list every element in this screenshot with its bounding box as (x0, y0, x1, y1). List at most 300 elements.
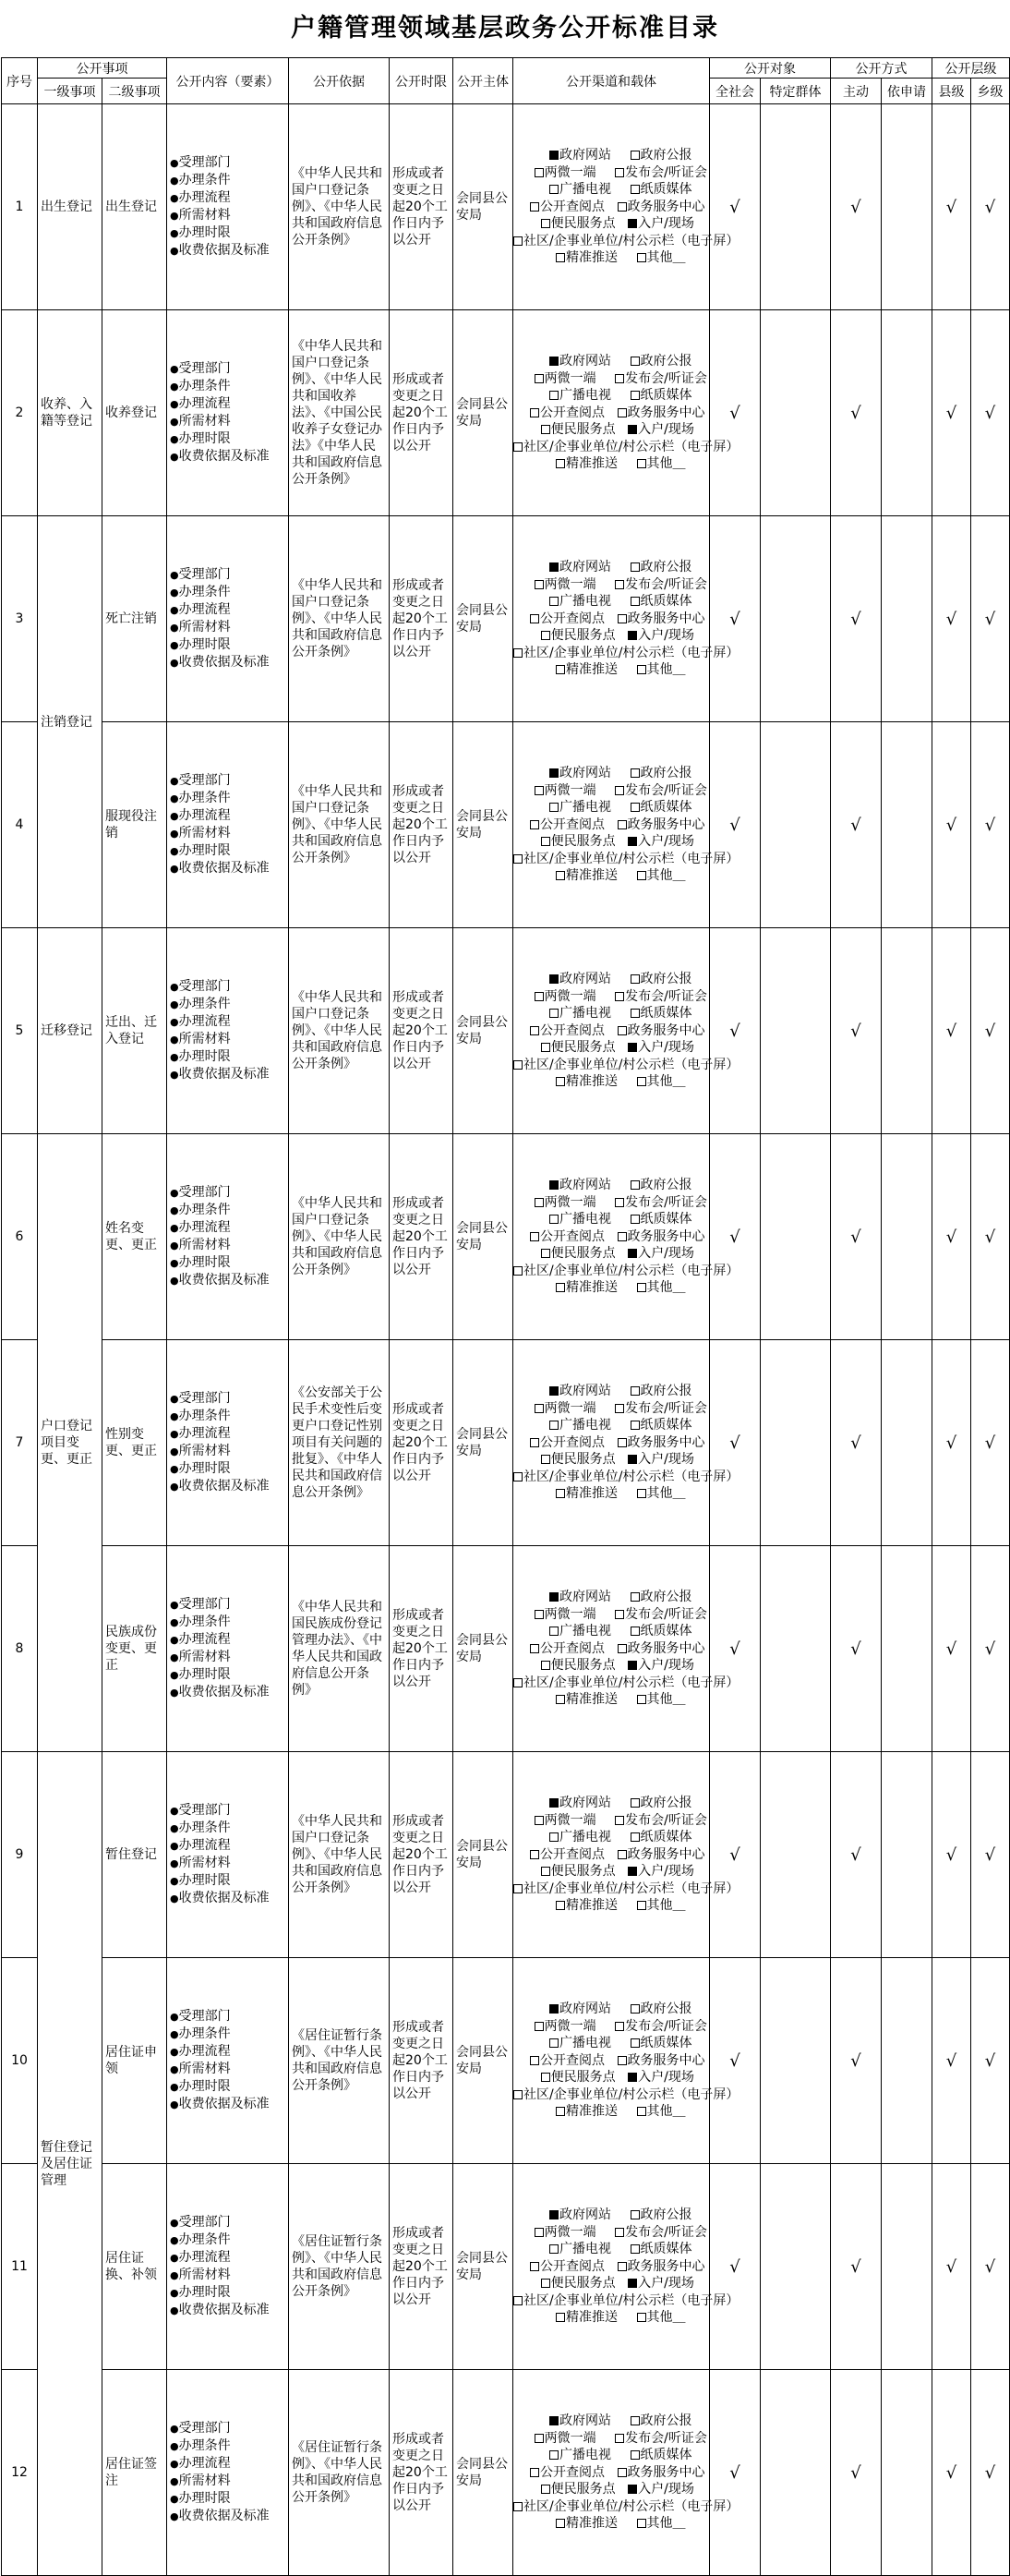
row-time: 形成或者变更之日起20个工作日内予以公开 (390, 1546, 453, 1752)
content-list (170, 772, 285, 877)
header-level2: 二级事项 (102, 79, 167, 104)
unchecked-box-icon (513, 854, 523, 864)
channel-label: 两微一端 (544, 164, 596, 180)
channel-label: 纸质媒体 (640, 2448, 692, 2463)
unchecked-box-icon (541, 219, 550, 228)
check-mark-icon: √ (945, 609, 957, 629)
channel-label: 社区/企事业单位/村公示栏（电子屏） (523, 233, 739, 248)
channel-label: 政府网站 (559, 148, 611, 163)
channel-option (618, 1434, 705, 1452)
row-target-specific (761, 722, 831, 928)
channel-label: 政务服务中心 (627, 816, 705, 832)
channel-line (513, 2207, 709, 2224)
row-seq: 4 (2, 722, 38, 928)
channel-option (531, 765, 631, 782)
channel-option (637, 1485, 686, 1503)
unchecked-box-icon (535, 992, 544, 1001)
channel-line (513, 2258, 709, 2276)
row-level2: 姓名变更、更正 (102, 1134, 167, 1340)
content-list (170, 1184, 285, 1289)
channel-option (537, 2103, 637, 2121)
channel-label: 公开查阅点 (540, 816, 605, 832)
row-target-all (710, 104, 761, 310)
check-mark-icon: √ (729, 2256, 740, 2277)
channel-label: 发布会/听证会 (625, 988, 707, 1004)
content-item: ● 收费依据及标准 (170, 2302, 285, 2319)
content-item: ● 受理部门 (170, 1596, 285, 1614)
content-item: ● 办理条件 (170, 2026, 285, 2043)
channel-label: 政府公报 (640, 354, 692, 369)
channel-line (513, 1022, 709, 1040)
channel-option (631, 2241, 692, 2258)
unchecked-box-icon (530, 1232, 539, 1241)
channel-label: 社区/企事业单位/村公示栏（电子屏） (523, 1675, 739, 1690)
row-time: 形成或者变更之日起20个工作日内予以公开 (390, 722, 453, 928)
check-mark-icon: √ (850, 1227, 861, 1247)
row-tier-town (971, 2370, 1010, 2576)
unchecked-box-icon (556, 1077, 565, 1086)
row-target-all (710, 722, 761, 928)
channel-label: 政务服务中心 (627, 1228, 705, 1244)
row-subject: 会同县公安局 (453, 928, 513, 1134)
channel-line (513, 2224, 709, 2242)
channel-option (531, 181, 631, 199)
check-mark-icon: √ (850, 1639, 861, 1659)
channel-option (537, 1691, 637, 1709)
channel-option (631, 181, 692, 199)
channel-label: 入户/现场 (638, 2482, 694, 2497)
row-channels (513, 104, 739, 310)
check-mark-icon: √ (984, 815, 996, 835)
channel-line (513, 1228, 709, 1246)
channel-option (537, 2515, 637, 2533)
channel-option (615, 1606, 707, 1624)
checked-box-icon (628, 1249, 637, 1258)
channel-label: 广播电视 (559, 182, 611, 198)
channel-label: 社区/企事业单位/村公示栏（电子屏） (523, 2292, 739, 2308)
channel-line (513, 2241, 709, 2258)
channel-option (637, 1691, 686, 1709)
check-mark-icon: √ (945, 1844, 957, 1865)
header-level1: 一级事项 (38, 79, 102, 104)
channel-label: 广播电视 (559, 388, 611, 404)
channel-line (513, 661, 709, 679)
checked-box-icon (549, 1798, 559, 1808)
channel-label: 纸质媒体 (640, 1830, 692, 1845)
channel-option (537, 2309, 637, 2327)
unchecked-box-icon (549, 1215, 559, 1224)
channel-option (537, 867, 637, 885)
row-target-all (710, 2370, 761, 2576)
channel-label: 政府公报 (640, 766, 692, 781)
row-method-active (831, 516, 882, 722)
row-target-specific (761, 104, 831, 310)
channel-option (618, 199, 705, 216)
channel-label: 纸质媒体 (640, 1212, 692, 1228)
channel-label: 其他＿ (646, 1074, 686, 1090)
row-time: 形成或者变更之日起20个工作日内予以公开 (390, 516, 453, 722)
unchecked-box-icon (631, 2244, 640, 2254)
unchecked-box-icon (631, 357, 640, 366)
unchecked-box-icon (556, 665, 565, 674)
channel-label: 精准推送 (566, 2310, 618, 2326)
row-seq: 3 (2, 516, 38, 722)
check-mark-icon: √ (729, 1021, 740, 1041)
channel-line (513, 593, 709, 611)
channel-label: 其他＿ (646, 250, 686, 266)
channel-option (631, 1623, 692, 1640)
channel-line (513, 353, 709, 370)
channel-label: 发布会/听证会 (625, 2430, 707, 2446)
table-row (2, 1546, 1010, 1752)
channel-line (513, 199, 709, 216)
channel-line (513, 799, 709, 816)
row-level2: 收养登记 (102, 310, 167, 516)
row-tier-county (932, 722, 971, 928)
content-item: ● 所需材料 (170, 619, 285, 636)
channel-option (618, 2052, 705, 2070)
unchecked-box-icon (618, 2056, 627, 2065)
channel-option (631, 971, 692, 988)
page-title: 户籍管理领域基层政务公开标准目录 (291, 14, 719, 42)
unchecked-box-icon (615, 2022, 624, 2031)
channel-line (513, 1073, 709, 1091)
check-mark-icon: √ (945, 815, 957, 835)
row-subject: 会同县公安局 (453, 516, 513, 722)
channel-label: 入户/现场 (638, 1452, 694, 1468)
channel-label: 公开查阅点 (540, 1846, 605, 1862)
unchecked-box-icon (513, 2296, 523, 2305)
channel-option (515, 164, 615, 182)
unchecked-box-icon (631, 185, 640, 194)
channel-label: 公开查阅点 (540, 1022, 605, 1038)
row-tier-town (971, 928, 1010, 1134)
check-mark-icon: √ (729, 1227, 740, 1247)
channel-label: 政务服务中心 (627, 2258, 705, 2274)
channel-line (513, 2292, 739, 2310)
unchecked-box-icon (631, 1180, 640, 1190)
content-item: ● 收费依据及标准 (170, 242, 285, 260)
channel-label: 便民服务点 (550, 1658, 616, 1674)
checked-box-icon (628, 1867, 637, 1876)
channel-option (628, 421, 694, 439)
channel-label: 精准推送 (566, 250, 618, 266)
channel-option (515, 1194, 615, 1212)
row-level2: 居住证申领 (102, 1958, 167, 2164)
channel-option (615, 576, 707, 594)
row-tier-town (971, 2164, 1010, 2370)
content-list (170, 2008, 285, 2113)
content-item: ● 办理条件 (170, 584, 285, 601)
channel-option (513, 851, 739, 868)
channel-option (531, 1005, 631, 1022)
channel-label: 政务服务中心 (627, 1640, 705, 1656)
channel-option (531, 2241, 631, 2258)
checked-box-icon (549, 357, 559, 366)
checked-box-icon (549, 1592, 559, 1602)
channel-option (631, 2447, 692, 2464)
channel-label: 两微一端 (544, 1606, 596, 1622)
check-mark-icon: √ (729, 1433, 740, 1453)
unchecked-box-icon (618, 1232, 627, 1241)
channel-label: 入户/现场 (638, 1658, 694, 1674)
check-mark-icon: √ (850, 2050, 861, 2071)
content-item: ● 办理条件 (170, 1820, 285, 1837)
table-row (2, 516, 1010, 722)
content-item: ● 收费依据及标准 (170, 1066, 285, 1083)
channel-option (537, 1073, 637, 1091)
channel-line (513, 1863, 709, 1881)
row-level2: 居住证换、补领 (102, 2164, 167, 2370)
content-item: ● 办理时限 (170, 1666, 285, 1684)
channel-line (513, 867, 709, 885)
channel-option (513, 2292, 739, 2310)
row-target-all (710, 1546, 761, 1752)
row-content (167, 1340, 289, 1546)
channel-option (515, 988, 615, 1006)
content-item: ● 办理流程 (170, 1837, 285, 1855)
row-level2: 死亡注销 (102, 516, 167, 722)
channel-option (518, 405, 618, 422)
channel-line (513, 1795, 709, 1812)
unchecked-box-icon (513, 2090, 523, 2099)
channel-option (531, 799, 631, 816)
channel-label: 两微一端 (544, 782, 596, 798)
channel-label: 两微一端 (544, 2430, 596, 2446)
unchecked-box-icon (549, 1009, 559, 1018)
content-item: ● 办理流程 (170, 1631, 285, 1649)
channel-label: 政府公报 (640, 2002, 692, 2017)
channel-label: 纸质媒体 (640, 182, 692, 198)
row-level2: 服现役注销 (102, 722, 167, 928)
unchecked-box-icon (615, 1404, 624, 1413)
channel-label: 两微一端 (544, 1194, 596, 1210)
check-mark-icon: √ (945, 2462, 957, 2483)
channel-line (513, 1245, 709, 1263)
channel-label: 精准推送 (566, 662, 618, 678)
channel-label: 政府公报 (640, 2207, 692, 2223)
content-item: ● 办理条件 (170, 996, 285, 1013)
unchecked-box-icon (541, 1661, 550, 1670)
channel-label: 入户/现场 (638, 1246, 694, 1262)
channel-option (637, 2515, 686, 2533)
unchecked-box-icon (513, 236, 523, 246)
content-item: ● 所需材料 (170, 825, 285, 842)
channel-option (531, 1417, 631, 1434)
row-seq: 2 (2, 310, 38, 516)
channel-line (513, 816, 709, 834)
unchecked-box-icon (615, 2228, 624, 2237)
row-channels (513, 928, 739, 1134)
content-item: ● 办理条件 (170, 790, 285, 807)
channel-option (518, 1022, 618, 1040)
check-mark-icon: √ (850, 1844, 861, 1865)
channel-option (531, 2447, 631, 2464)
channel-label: 政府公报 (640, 1384, 692, 1399)
unchecked-box-icon (615, 786, 624, 795)
unchecked-box-icon (637, 2313, 646, 2322)
channel-option (615, 988, 707, 1006)
content-item: ● 所需材料 (170, 1649, 285, 1666)
channel-label: 广播电视 (559, 2448, 611, 2463)
channel-label: 政府网站 (559, 1590, 611, 1605)
channel-option (537, 661, 637, 679)
row-tier-county (932, 928, 971, 1134)
channel-option (518, 816, 618, 834)
content-item: ● 办理流程 (170, 2249, 285, 2267)
channel-option (518, 1640, 618, 1658)
content-item: ● 办理流程 (170, 189, 285, 207)
row-seq: 1 (2, 104, 38, 310)
check-mark-icon: √ (984, 403, 996, 423)
unchecked-box-icon (549, 2450, 559, 2460)
content-item: ● 办理条件 (170, 2437, 285, 2455)
unchecked-box-icon (637, 871, 646, 880)
channel-option (528, 833, 628, 851)
unchecked-box-icon (637, 1901, 646, 1910)
content-item: ● 办理条件 (170, 1202, 285, 1219)
header-method-active: 主动 (831, 79, 882, 104)
row-subject: 会同县公安局 (453, 1546, 513, 1752)
channel-option (518, 2258, 618, 2276)
unchecked-box-icon (556, 2519, 565, 2528)
channel-option (518, 1434, 618, 1452)
unchecked-box-icon (556, 1283, 565, 1292)
check-mark-icon: √ (729, 2050, 740, 2071)
check-mark-icon: √ (945, 1227, 957, 1247)
row-tier-town (971, 310, 1010, 516)
channel-line (513, 1657, 709, 1675)
channel-option (528, 1245, 628, 1263)
channel-label: 政府网站 (559, 560, 611, 575)
channel-option (618, 1640, 705, 1658)
row-subject: 会同县公安局 (453, 1958, 513, 2164)
channel-option (615, 1194, 707, 1212)
channel-line (513, 1829, 709, 1846)
row-basis: 《居住证暂行条例》、《中华人民共和国政府信息公开条例》 (289, 1958, 390, 2164)
channel-label: 便民服务点 (550, 628, 616, 644)
row-channels (513, 1958, 739, 2164)
header-subject: 公开主体 (453, 58, 513, 104)
row-content (167, 928, 289, 1134)
row-basis: 《中华人民共和国户口登记条例》、《中华人民共和国政府信息公开条例》 (289, 928, 390, 1134)
channel-option (528, 627, 628, 645)
check-mark-icon: √ (945, 2256, 957, 2277)
row-basis: 《居住证暂行条例》、《中华人民共和国政府信息公开条例》 (289, 2164, 390, 2370)
channel-label: 两微一端 (544, 2224, 596, 2240)
unchecked-box-icon (637, 1283, 646, 1292)
check-mark-icon: √ (984, 1433, 996, 1453)
channel-label: 发布会/听证会 (625, 1194, 707, 1210)
checked-box-icon (549, 2416, 559, 2425)
check-mark-icon: √ (984, 2256, 996, 2277)
channel-option (528, 2069, 628, 2086)
row-time: 形成或者变更之日起20个工作日内予以公开 (390, 928, 453, 1134)
channel-option (628, 1451, 694, 1469)
checked-box-icon (628, 1661, 637, 1670)
channel-line (513, 249, 709, 267)
check-mark-icon: √ (945, 403, 957, 423)
content-item: ● 办理时限 (170, 2490, 285, 2508)
header-channels: 公开渠道和载体 (513, 58, 710, 104)
channel-label: 广播电视 (559, 1624, 611, 1639)
channel-label: 纸质媒体 (640, 594, 692, 610)
channel-line (513, 1675, 739, 1692)
channel-line (513, 1383, 709, 1400)
unchecked-box-icon (618, 820, 627, 829)
header-tier: 公开层级 (932, 58, 1010, 79)
channel-label: 纸质媒体 (640, 2036, 692, 2051)
channel-option (528, 1451, 628, 1469)
row-target-specific (761, 2370, 831, 2576)
channel-label: 公开查阅点 (540, 1434, 605, 1450)
channel-option (537, 249, 637, 267)
row-level1: 注销登记 (38, 516, 102, 928)
row-method-request (882, 1546, 932, 1752)
channel-option (528, 2275, 628, 2292)
channel-label: 发布会/听证会 (625, 1812, 707, 1828)
channel-line (513, 765, 709, 782)
channel-option (631, 1211, 692, 1228)
unchecked-box-icon (549, 597, 559, 606)
content-list (170, 2214, 285, 2319)
content-list (170, 1802, 285, 1907)
channel-option (631, 1589, 692, 1606)
content-item: ● 受理部门 (170, 2214, 285, 2231)
row-basis: 《中华人民共和国户口登记条例》、《中华人民共和国政府信息公开条例》 (289, 516, 390, 722)
row-method-request (882, 2370, 932, 2576)
channel-label: 便民服务点 (550, 2276, 616, 2292)
channel-label: 发布会/听证会 (625, 782, 707, 798)
channel-line (513, 1279, 709, 1297)
check-mark-icon: √ (945, 1639, 957, 1659)
channel-label: 政务服务中心 (627, 2052, 705, 2068)
channel-label: 其他＿ (646, 868, 686, 884)
table-row (2, 1134, 1010, 1340)
unchecked-box-icon (541, 2485, 550, 2494)
row-channels (513, 1340, 739, 1546)
channel-option (531, 1623, 631, 1640)
unchecked-box-icon (637, 665, 646, 674)
unchecked-box-icon (556, 1695, 565, 1704)
channel-label: 其他＿ (646, 2310, 686, 2326)
channel-label: 政务服务中心 (627, 611, 705, 626)
row-content (167, 104, 289, 310)
channel-label: 社区/企事业单位/村公示栏（电子屏） (523, 851, 739, 866)
unchecked-box-icon (530, 2468, 539, 2477)
channel-label: 政府网站 (559, 354, 611, 369)
channel-label: 公开查阅点 (540, 199, 605, 214)
row-seq: 8 (2, 1546, 38, 1752)
content-item: ● 办理流程 (170, 2455, 285, 2473)
channel-line (513, 559, 709, 576)
unchecked-box-icon (549, 2038, 559, 2048)
row-seq: 12 (2, 2370, 38, 2576)
content-item: ● 所需材料 (170, 1031, 285, 1048)
row-basis: 《公安部关于公民手术变性后变更户口登记性别项目有关问题的批复》、《中华人民共和国政府信息公开条例》 (289, 1340, 390, 1546)
content-item: ● 所需材料 (170, 1443, 285, 1460)
row-subject: 会同县公安局 (453, 2164, 513, 2370)
channel-label: 公开查阅点 (540, 2052, 605, 2068)
channel-option (618, 1228, 705, 1246)
channel-option (531, 593, 631, 611)
row-content (167, 310, 289, 516)
channel-label: 其他＿ (646, 662, 686, 678)
channel-option (513, 1057, 739, 1074)
unchecked-box-icon (530, 2262, 539, 2271)
row-content (167, 2370, 289, 2576)
channel-label: 其他＿ (646, 456, 686, 472)
